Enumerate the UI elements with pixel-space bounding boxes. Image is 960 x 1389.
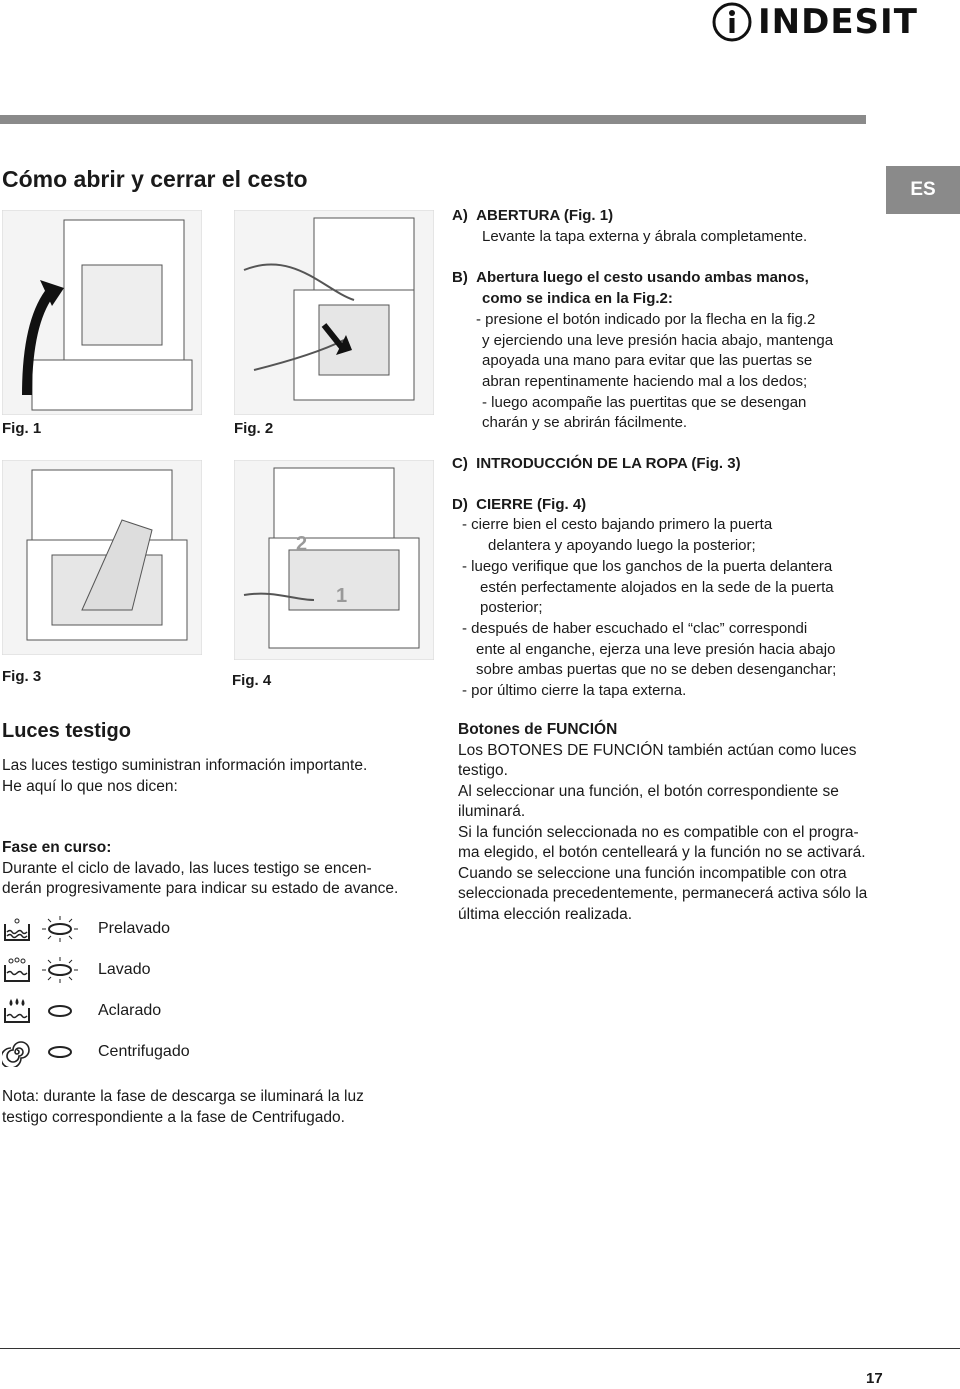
fig4-label: Fig. 4 (232, 672, 272, 689)
fig2-illustration (234, 210, 434, 415)
legend-row-prelavado (2, 908, 302, 949)
step-d-line: sobre ambas puertas que no se deben desenganchar; (476, 661, 837, 679)
svg-text:2: 2 (296, 533, 308, 555)
legend-label: Aclarado (98, 1001, 162, 1019)
step-b-heading: B) Abertura luego el cesto usando ambas manos, (452, 269, 809, 287)
page-title: Cómo abrir y cerrar el cesto (2, 166, 308, 192)
function-line: Cuando se seleccione una función incompatible con otra (458, 864, 847, 882)
fig3-illustration (2, 460, 202, 655)
fig4-illustration (234, 460, 434, 660)
luces-intro-line: He aquí lo que nos dicen: (2, 777, 178, 795)
step-b-line: apoyada una mano para evitar que las puertas se (482, 352, 813, 370)
legend-label: Lavado (98, 960, 151, 978)
phase-heading: Fase en curso: (2, 839, 112, 856)
step-b-line: y ejerciendo una leve presión hacia abajo, mantenga (482, 331, 834, 349)
phase-block (2, 838, 432, 900)
step-b-line: charán y se abrirán fácilmente. (482, 414, 688, 432)
legend-row-lavado (2, 949, 302, 990)
prewash-icon (2, 914, 32, 944)
legend-label: Prelavado (98, 919, 171, 937)
step-b-heading-cont: como se indica en la Fig.2: (482, 290, 673, 308)
step-a-heading: A) ABERTURA (Fig. 1) (452, 207, 614, 224)
phase-body-line: derán progresivamente para indicar su estado de avance. (2, 880, 399, 897)
led-off-icon (40, 996, 80, 1026)
function-buttons-heading (458, 720, 898, 741)
brand-logo (712, 2, 918, 42)
step-a-body: Levante la tapa externa y ábrala completamente. (482, 227, 808, 245)
luces-intro (2, 756, 422, 797)
note-line: testigo correspondiente a la fase de Centrifugado. (2, 1108, 345, 1126)
step-d-line: estén perfectamente alojados en la sede de la puerta (480, 578, 834, 596)
fig3-label: Fig. 3 (2, 668, 42, 685)
legend-label: Centrifugado (98, 1042, 190, 1060)
luces-note (2, 1087, 442, 1128)
note-line: Nota: durante la fase de descarga se iluminará la luz (2, 1088, 364, 1105)
phase-legend (2, 908, 302, 1072)
steps-column (452, 206, 892, 702)
header-divider (0, 115, 866, 124)
heading-bold: FUNCIÓN (546, 721, 618, 738)
spin-icon (2, 1037, 32, 1067)
led-off-icon (40, 1037, 80, 1067)
page-number: 17 (866, 1370, 883, 1387)
step-d-line: - luego verifique que los ganchos de la puerta delantera (462, 557, 833, 575)
fig2-label: Fig. 2 (234, 420, 274, 437)
phase-body-line: Durante el ciclo de lavado, las luces testigo se encen- (2, 859, 372, 877)
function-line: última elección realizada. (458, 905, 633, 923)
step-b-line: - presione el botón indicado por la flecha en la fig.2 (476, 310, 816, 328)
fig1-illustration (2, 210, 202, 415)
function-line: Al seleccionar una función, el botón correspondiente se (458, 782, 839, 800)
step-c-heading: C) INTRODUCCIÓN DE LA ROPA (Fig. 3) (452, 455, 741, 473)
step-d-heading: D) CIERRE (Fig. 4) (452, 495, 587, 513)
language-tab: ES (886, 166, 960, 214)
step-d-line: delantera y apoyando luego la posterior; (488, 537, 756, 555)
function-line: Si la función seleccionada no es compatible con el progra- (458, 823, 859, 841)
step-d-line: - cierre bien el cesto bajando primero la puerta (462, 516, 773, 534)
step-b-line: abran repentinamente haciendo mal a los dedos; (482, 372, 808, 390)
luces-title: Luces testigo (2, 720, 131, 742)
led-lit-icon (40, 914, 80, 944)
heading-plain: Botones de (458, 721, 547, 738)
step-b-line: - luego acompañe las puertitas que se desengan (482, 393, 807, 411)
brand-name: INDESIT (758, 2, 918, 42)
function-line: Los BOTONES DE FUNCIÓN también actúan como luces (458, 741, 857, 759)
step-d-line: - por último cierre la tapa externa. (462, 682, 687, 700)
led-lit-icon (40, 955, 80, 985)
function-line: iluminará. (458, 803, 526, 820)
function-line: ma elegido, el botón centelleará y la función no se activará. (458, 844, 866, 861)
rinse-icon (2, 996, 32, 1026)
fig1-label: Fig. 1 (2, 420, 42, 437)
luces-intro-line: Las luces testigo suministran información importante. (2, 757, 368, 774)
svg-text:1: 1 (336, 585, 348, 607)
step-d-line: ente al enganche, ejerza una leve presión hacia abajo (476, 640, 836, 658)
function-line: seleccionada precedentemente, permanecerá activa sólo la (458, 885, 868, 902)
step-d-line: posterior; (480, 599, 543, 617)
wash-icon (2, 955, 32, 985)
footer-divider (0, 1348, 960, 1349)
function-buttons-block (458, 720, 898, 925)
function-line: testigo. (458, 762, 508, 779)
legend-row-centrifugado (2, 1031, 302, 1072)
step-d-line: - después de haber escuchado el “clac” correspondi (462, 619, 808, 637)
indesit-logo-icon (712, 2, 752, 42)
legend-row-aclarado (2, 990, 302, 1031)
